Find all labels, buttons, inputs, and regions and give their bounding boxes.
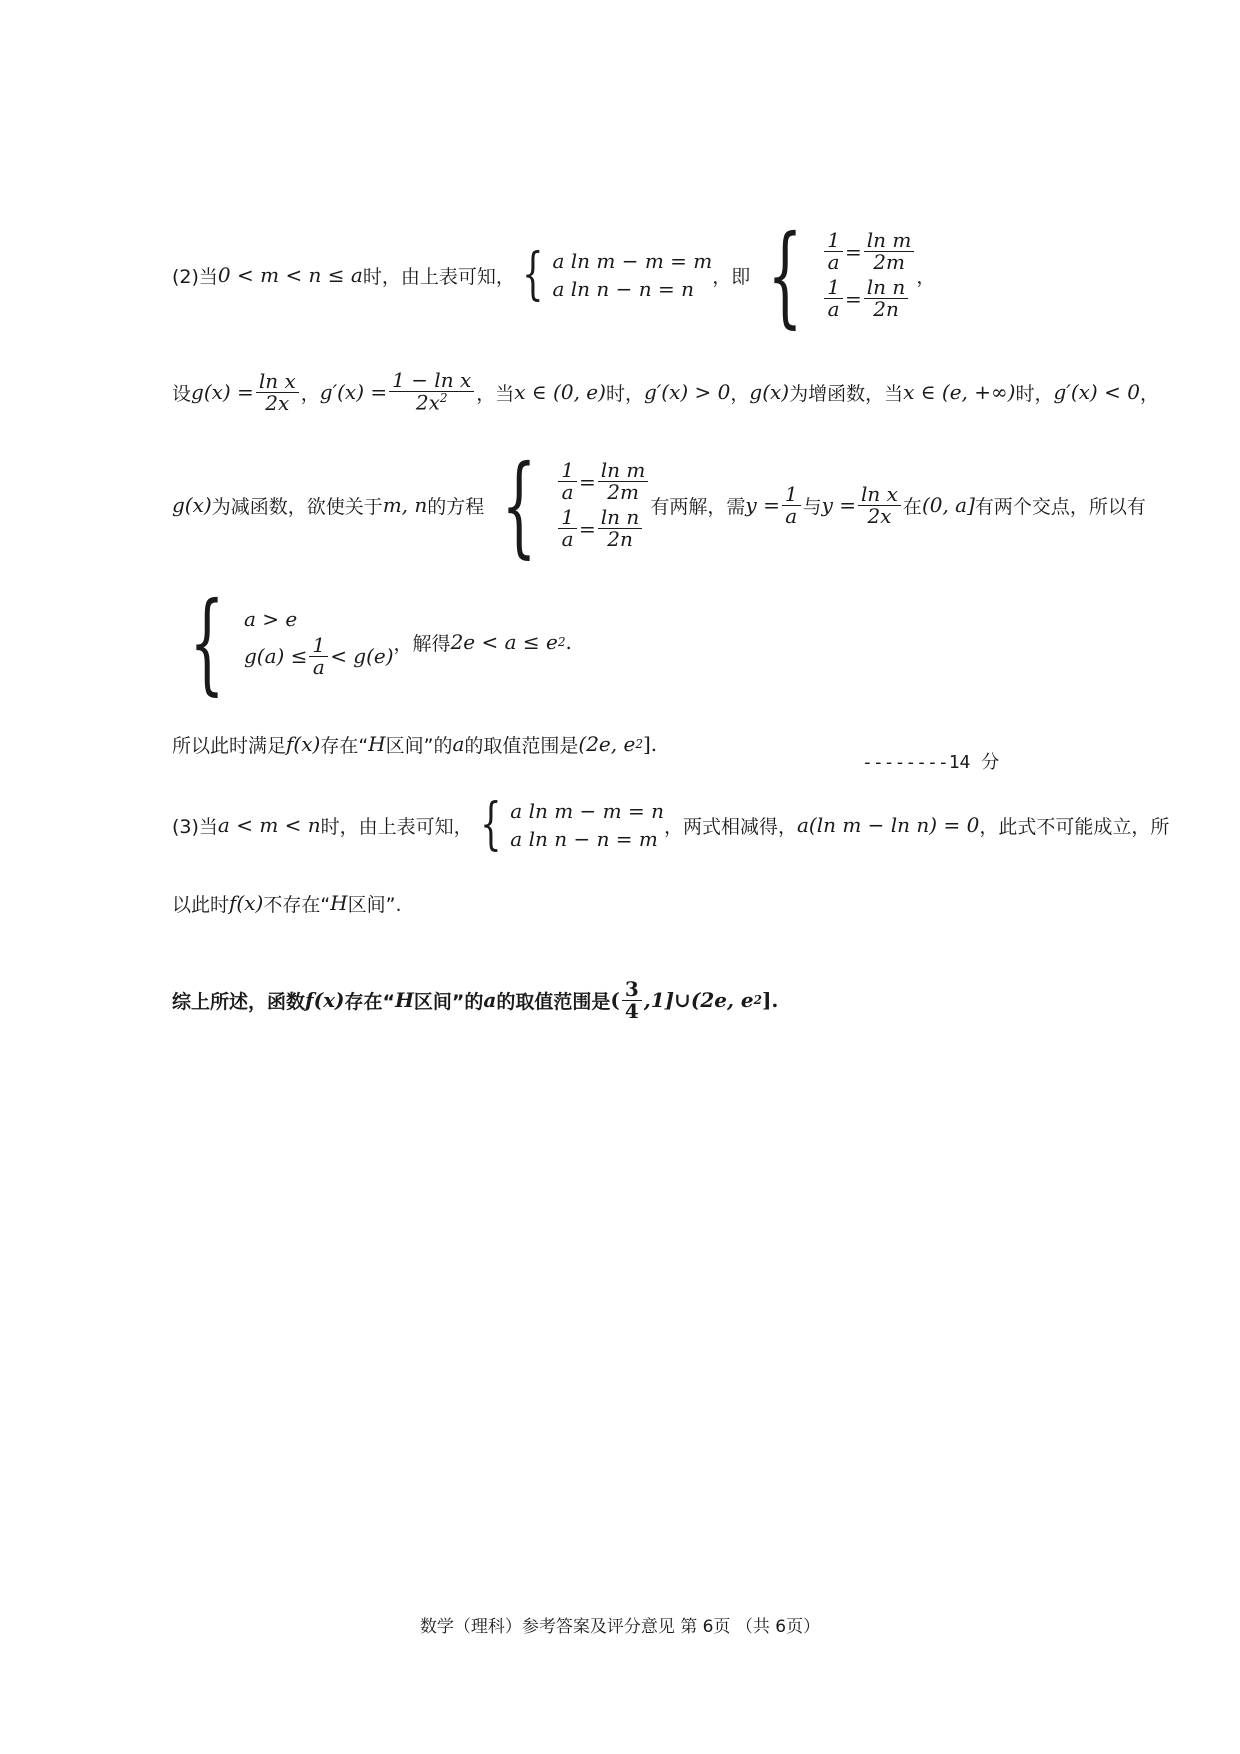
superscript: 2 <box>439 391 448 406</box>
frac-den: 2x <box>415 390 440 415</box>
system-row <box>822 230 916 320</box>
math: g(x) <box>749 380 790 404</box>
frac-num: 1 <box>824 230 843 252</box>
frac-num: 3 <box>622 979 642 1001</box>
g-prime-def: g′(x) = <box>319 380 388 404</box>
math: g′(x) < 0 <box>1053 380 1140 404</box>
frac-den: 2n <box>873 297 899 321</box>
math: x ∈ (0, e) <box>514 380 606 404</box>
text: 为增函数，当 <box>789 382 904 405</box>
text: ， <box>300 382 320 405</box>
score-marker: --------14 分 <box>862 752 1000 773</box>
math: g(x) <box>172 493 212 517</box>
left-brace-icon: { <box>501 441 537 569</box>
text: ，当 <box>476 382 515 405</box>
frac-num: 1 <box>824 277 843 299</box>
ji-text: ，即 <box>712 265 751 288</box>
math: (2e, e <box>578 732 636 756</box>
superscript: 2 <box>635 737 643 751</box>
text: ，此式不可能成立，所 <box>979 815 1170 838</box>
text: 存在“ <box>320 734 369 757</box>
frac-den: a <box>312 654 325 679</box>
fraction <box>256 368 299 415</box>
fraction <box>824 277 843 320</box>
fraction <box>389 370 474 414</box>
system-row <box>822 230 916 273</box>
frac-den: a <box>827 250 840 274</box>
part2-line <box>172 210 935 340</box>
frac-num: 1 − ln x <box>389 370 474 392</box>
left-brace-icon: { <box>189 578 225 706</box>
frac-den: 4 <box>624 998 639 1023</box>
solution-line <box>172 578 572 706</box>
frac-num: ln m <box>864 230 915 252</box>
math: ] <box>642 732 651 756</box>
math: f(x) <box>286 732 321 756</box>
math: ]. <box>761 988 779 1012</box>
frac-num: 1 <box>309 635 328 657</box>
frac-den: 2n <box>607 527 633 551</box>
frac-den: 2x <box>867 503 892 528</box>
text: 时， <box>1015 382 1054 405</box>
text: 设 <box>172 382 192 405</box>
system-4 <box>172 578 394 706</box>
text: 的取值范围是 <box>464 734 579 757</box>
summary-line <box>172 968 778 1032</box>
math: y = <box>821 493 856 517</box>
text: 区间”的 <box>413 990 484 1013</box>
text: 的取值范围是 <box>496 990 611 1013</box>
text: 时， <box>605 382 644 405</box>
text: 时，由上表可知， <box>320 815 473 838</box>
math: a <box>483 988 497 1012</box>
text: 的方程 <box>427 495 485 518</box>
math: < g(e) <box>330 644 394 668</box>
frac-num: 1 <box>782 484 801 506</box>
system-row <box>553 249 713 301</box>
math: ,1]∪(2e, e <box>643 988 754 1012</box>
text: 有两解，需 <box>650 495 746 518</box>
system-1-row-1: a ln m − m = m <box>552 249 713 273</box>
system-2 <box>750 211 916 339</box>
text: 在 <box>902 495 922 518</box>
frac-den: a <box>827 297 840 321</box>
math: H <box>368 732 386 756</box>
text: 区间”的 <box>385 734 453 757</box>
math: x ∈ (e, +∞) <box>903 380 1016 404</box>
part2-label: (2)当 <box>172 265 218 288</box>
g-definition-line <box>172 362 1159 422</box>
fraction <box>858 481 901 528</box>
text: 区间”. <box>347 893 402 916</box>
frac-den: 2x <box>265 390 290 415</box>
math: (0, a] <box>921 493 975 517</box>
text: 不存在“ <box>263 893 331 916</box>
frac-num: ln x <box>256 371 299 393</box>
system-row <box>556 460 650 550</box>
system-5 <box>473 792 664 857</box>
math: m, n <box>382 493 428 517</box>
math: a(ln m − ln n) = 0 <box>796 813 980 837</box>
fraction <box>558 507 577 550</box>
text: 综上所述，函数 <box>172 990 306 1013</box>
page-footer: 数学（理科）参考答案及评分意见 第 6页 （共 6页） <box>419 1617 821 1637</box>
frac-den: a <box>785 503 798 528</box>
frac-den: a <box>561 527 574 551</box>
g-def: g(x) = <box>191 380 254 404</box>
fraction <box>824 230 843 273</box>
math: g(a) ≤ <box>244 644 308 668</box>
fraction <box>558 460 577 503</box>
frac-num: ln x <box>858 484 901 506</box>
fraction <box>864 277 909 320</box>
system-row: $\frac{1}{a}$ = $\frac{\text{ln n}}{2n}$ <box>556 507 650 550</box>
system-4-row-1: a > e <box>244 606 298 631</box>
system-1-row-2: a ln n − n = n <box>552 277 695 301</box>
system-row <box>510 799 664 851</box>
system-row <box>244 632 394 679</box>
math: g′(x) > 0 <box>643 380 731 404</box>
equals-sign: = <box>845 239 862 264</box>
comma: ， <box>916 265 936 288</box>
part2-condition: 0 < m < n ≤ a <box>217 263 363 287</box>
frac-num: ln n <box>864 277 909 299</box>
part2-after-condition: 时，由上表可知， <box>362 265 515 288</box>
text: 有两个交点，所以有 <box>974 495 1146 518</box>
period: . <box>565 630 572 654</box>
system-row: $\frac{1}{a}$ = $\frac{\text{ln m}}{2m}$ <box>556 460 650 503</box>
part3-conclusion-line <box>172 885 402 921</box>
math: H <box>330 891 348 915</box>
range-line <box>172 726 657 762</box>
system-3 <box>484 441 650 569</box>
math: ( <box>610 988 620 1012</box>
part3-line <box>172 785 1169 865</box>
math: y = <box>745 493 780 517</box>
system-1 <box>515 242 713 307</box>
frac-num: ln m <box>598 460 649 482</box>
equals-sign: = <box>845 286 862 311</box>
equation-condition-line <box>172 440 1146 570</box>
frac-den: 2m <box>873 250 905 274</box>
frac-den: a <box>561 480 574 504</box>
system-row <box>244 607 394 678</box>
left-brace-icon: { <box>479 792 502 857</box>
superscript: 2 <box>753 993 762 1007</box>
fraction <box>598 507 643 550</box>
frac-num: 1 <box>558 507 577 529</box>
text: 存在“ <box>344 990 395 1013</box>
text: 所以此时满足 <box>172 734 287 757</box>
text: ， <box>730 382 750 405</box>
math: f(x) <box>305 988 345 1012</box>
math: f(x) <box>229 891 264 915</box>
system-5-row-1: a ln m − m = n <box>510 799 664 823</box>
frac-num: 1 <box>558 460 577 482</box>
frac-num: ln n <box>598 507 643 529</box>
fraction <box>598 460 649 503</box>
fraction <box>622 976 642 1023</box>
left-brace-icon: { <box>521 242 544 307</box>
period: . <box>650 732 658 756</box>
part3-label: (3)当 <box>172 815 218 838</box>
text: ，两式相减得， <box>663 815 797 838</box>
math: 2e < a ≤ e <box>450 630 558 654</box>
fraction <box>309 632 328 679</box>
math: a < m < n <box>217 813 321 837</box>
text: ， <box>1139 382 1159 405</box>
text: ，解得 <box>393 632 451 655</box>
math: a <box>452 732 465 756</box>
text: 以此时 <box>172 893 230 916</box>
left-brace-icon: { <box>767 211 803 339</box>
system-5-row-2: a ln n − n = m <box>510 827 658 851</box>
text: 与 <box>802 495 822 518</box>
superscript: 2 <box>557 635 566 649</box>
text: 为减函数，欲使关于 <box>211 495 383 518</box>
fraction <box>864 230 915 273</box>
frac-den: 2m <box>607 480 639 504</box>
system-row <box>822 277 916 320</box>
fraction <box>782 481 801 528</box>
math: H <box>394 988 414 1012</box>
